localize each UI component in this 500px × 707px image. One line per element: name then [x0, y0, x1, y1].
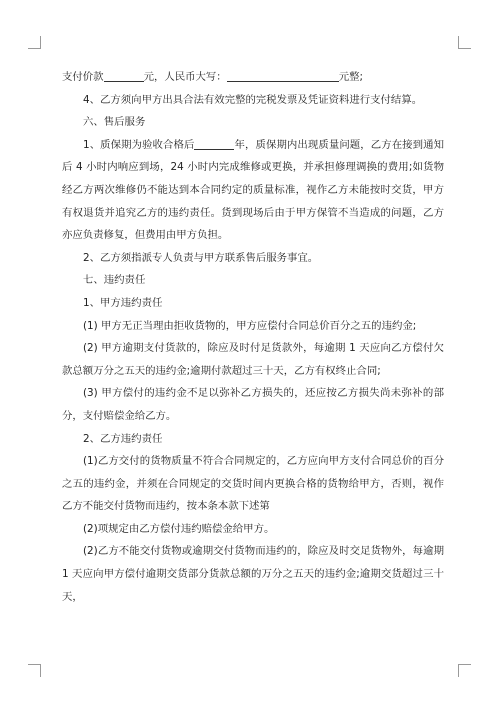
crop-mark-bottom-right	[458, 664, 471, 677]
subheading-party-a: 1、甲方违约责任	[83, 296, 163, 309]
party-b-clause-1-cont: (2)项规定由乙方偿付违约赔偿金给甲方。	[83, 522, 275, 535]
warranty-years-blank[interactable]	[194, 137, 234, 150]
payment-amount-line: 支付价款 元，人民币大写： 元整;	[62, 71, 363, 83]
warranty-paragraph: 1、质保期为验收合格后 年，质保期内出现质量问题，乙方在接到通知后 4 小时内响应到场，24 小时内完成维修或更换，并承担修理调换的费用;如货物经乙方两次维修仍不能达到本合同约定的质量标准，视作乙方未能按时交货，甲方有权退货并追究乙方的违约责任。货到现场后由于甲方保管不当造成的问题，乙方亦应负责修复，但费用由甲方负担。	[62, 138, 444, 242]
party-a-clause-3: (3) 甲方偿付的违约金不足以弥补乙方损失的，还应按乙方损失尚未弥补的部分，支付赔偿金给乙方。	[62, 387, 444, 422]
document-body	[62, 66, 444, 608]
amount-blank[interactable]	[104, 69, 144, 82]
subheading-party-b: 2、乙方违约责任	[83, 432, 163, 445]
party-b-clause-1: (1)乙方交付的货物质量不符合合同规定的，乙方应向甲方支付合同总价的百分之五的违约金，并须在合同规定的交货时间内更换合格的货物给甲方，否则，视作乙方不能交付货物而违约，按本条本款下述第	[62, 455, 444, 513]
invoice-paragraph: 4、乙方须向甲方出具合法有效完整的完税发票及凭证资料进行支付结算。	[83, 93, 423, 106]
section-heading-after-sales: 六、售后服务	[83, 116, 146, 129]
party-b-clause-2: (2)乙方不能交付货物或逾期交付货物而违约的，除应及时交足货物外，每逾期 1 天应向甲方偿付逾期交货部分货款总额的万分之五天的违约金;逾期交货超过三十天，	[62, 545, 444, 603]
crop-mark-top-left	[28, 36, 41, 49]
amount-words-blank[interactable]	[227, 69, 339, 82]
party-a-clause-1: (1) 甲方无正当理由拒收货物的，甲方应偿付合同总价百分之五的违约金;	[83, 319, 417, 332]
service-contact-paragraph: 2、乙方须指派专人负责与甲方联系售后服务事宜。	[83, 251, 319, 264]
party-a-clause-2: (2) 甲方逾期支付货款的，除应及时付足货款外，每逾期 1 天应向乙方偿付欠款总额万分之五天的违约金;逾期付款超过三十天，乙方有权终止合同;	[62, 342, 444, 377]
crop-mark-top-right	[458, 36, 471, 49]
crop-mark-bottom-left	[28, 664, 41, 677]
section-heading-liability: 七、违约责任	[83, 274, 146, 287]
